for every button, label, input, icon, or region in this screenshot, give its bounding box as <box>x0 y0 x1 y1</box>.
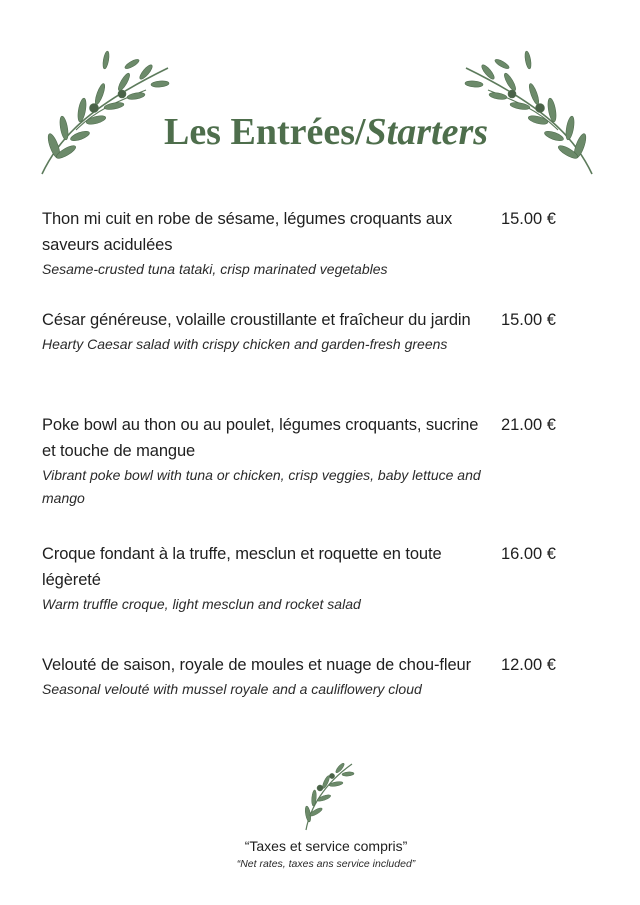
menu-item-price: 15.00 € <box>500 311 556 329</box>
menu-item-name-fr: Poke bowl au thon ou au poulet, légumes croquants, sucrine et touche de mangue <box>42 416 479 460</box>
menu-item <box>42 652 562 701</box>
menu-item-price: 21.00 € <box>500 416 556 434</box>
menu-item <box>42 206 562 281</box>
footer-note-fr: “Taxes et service compris” <box>244 838 408 854</box>
menu-item-price: 12.00 € <box>500 656 556 674</box>
menu-item-price: 15.00 € <box>500 210 556 228</box>
menu-item <box>42 541 562 616</box>
page-title-en: Starters <box>365 111 489 153</box>
olive-sprig-icon <box>296 758 356 832</box>
menu-item-name-fr: Croque fondant à la truffe, mesclun et roquette en toute légèreté <box>42 545 442 589</box>
menu-item-name-en: Hearty Caesar salad with crispy chicken and garden-fresh greens <box>42 336 448 352</box>
menu-item-name-en: Vibrant poke bowl with tuna or chicken, crisp veggies, baby lettuce and mango <box>42 467 481 506</box>
menu-item <box>42 412 562 510</box>
menu-item-name-en: Seasonal velouté with mussel royale and a cauliflowery cloud <box>42 681 422 697</box>
menu-item-name-fr: Velouté de saison, royale de moules et nuage de chou-fleur <box>42 656 471 674</box>
page-title-fr: Les Entrées/ <box>163 111 366 153</box>
page-title <box>0 110 640 154</box>
menu-item-name-en: Warm truffle croque, light mesclun and rocket salad <box>42 596 361 612</box>
menu-item <box>42 307 562 356</box>
menu-item-name-fr: Thon mi cuit en robe de sésame, légumes croquants aux saveurs acidulées <box>42 210 453 254</box>
menu-item-name-en: Sesame-crusted tuna tataki, crisp marinated vegetables <box>42 261 388 277</box>
menu-item-price: 16.00 € <box>500 545 556 563</box>
menu-item-name-fr: César généreuse, volaille croustillante et fraîcheur du jardin <box>42 311 471 329</box>
footer-note-en: “Net rates, taxes ans service included” <box>236 858 416 870</box>
